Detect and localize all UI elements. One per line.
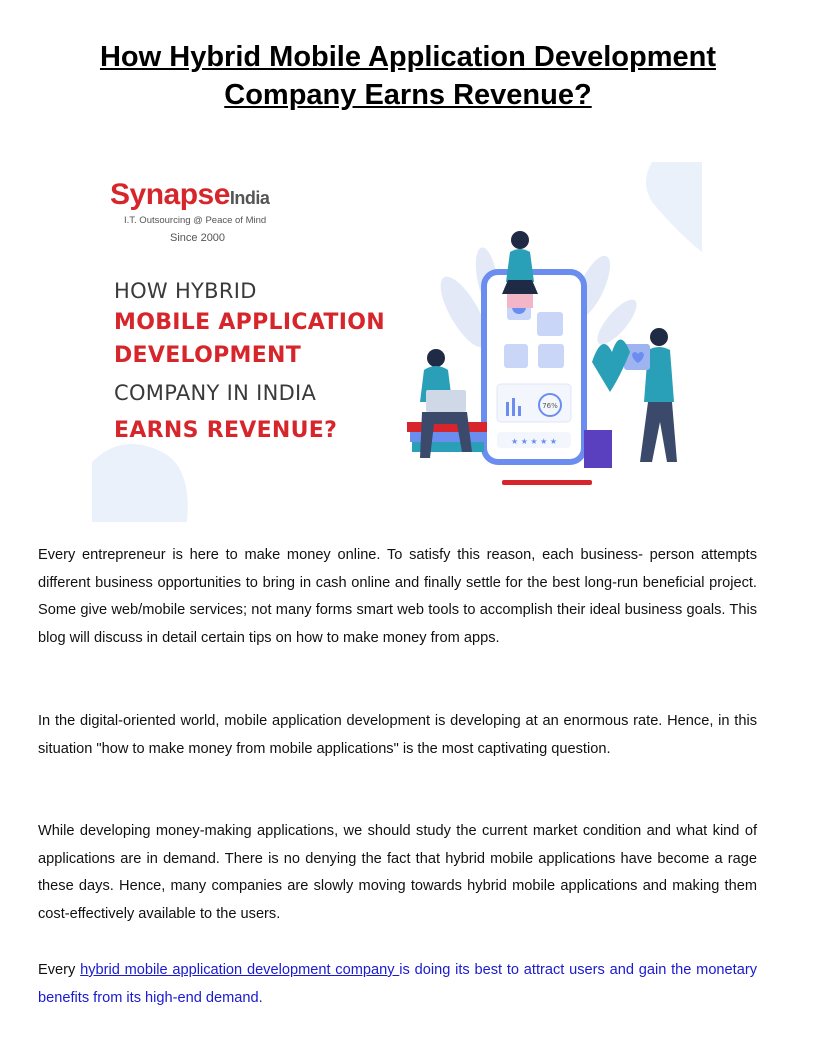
hybrid-company-link[interactable]: hybrid mobile application development company <box>80 962 400 978</box>
synapseindia-logo <box>110 178 269 212</box>
phone-mockup-icon <box>484 272 584 462</box>
banner-heading-line-5: EARNS REVENUE? <box>114 418 338 443</box>
banner-heading-line-4: COMPANY IN INDIA <box>114 381 317 405</box>
phone-percent-label: 76% <box>542 402 558 410</box>
pencil-icon <box>502 480 592 485</box>
title-line-1: How Hybrid Mobile Application Development <box>99 41 717 73</box>
banner-heading-line-1: HOW HYBRID <box>114 279 257 303</box>
banner-heading-line-2: MOBILE APPLICATION <box>114 310 385 335</box>
man-laptop-figure-icon <box>407 349 487 458</box>
svg-text:★ ★ ★ ★ ★: ★ ★ ★ ★ ★ <box>510 437 558 446</box>
p4-prefix: Every <box>38 962 81 978</box>
plant-pot-icon <box>584 340 630 469</box>
paragraph-digital-world: In the digital-oriented world, mobile application development is developing at an enormous rate. Hence, in this situation "how to make money from mobile applications" is the most captivating question. <box>38 713 757 757</box>
page-title <box>40 38 776 114</box>
logo-name: Synapse <box>110 178 230 211</box>
bg-blob-bottom-left <box>92 444 188 522</box>
paragraph-hybrid-company <box>38 957 757 1012</box>
hero-banner-image <box>92 162 702 522</box>
banner-heading-line-3: DEVELOPMENT <box>114 343 302 368</box>
bg-blob-top-right <box>646 162 702 252</box>
logo-tagline: I.T. Outsourcing @ Peace of Mind <box>124 215 267 226</box>
logo-since: Since 2000 <box>170 232 226 244</box>
paragraph-intro: Every entrepreneur is here to make money online. To satisfy this reason, each business- person attempts different business opportunities to bring in cash online and finally settle for the best long-run beneficial project. Some give web/mobile services; not many forms smart web tools to accomplish their ideal business goals. This blog will discuss in detail certain tips on how to make money from apps. <box>38 547 757 646</box>
title-line-2: Company Earns Revenue? <box>224 79 592 111</box>
paragraph-market-condition: While developing money-making applications, we should study the current market condition and what kind of applications are in demand. There is no denying the fact that hybrid mobile applications have become a rage these days. Hence, many companies are slowly moving towards hybrid mobile applications and making them cost-effectively available to the users. <box>38 823 757 922</box>
p4-suffix: is doing its best to attract users and gain the monetary benefits from its high-end demand. <box>38 962 757 1006</box>
logo-suffix: India <box>229 188 270 208</box>
man-holding-box-figure-icon <box>624 328 677 462</box>
